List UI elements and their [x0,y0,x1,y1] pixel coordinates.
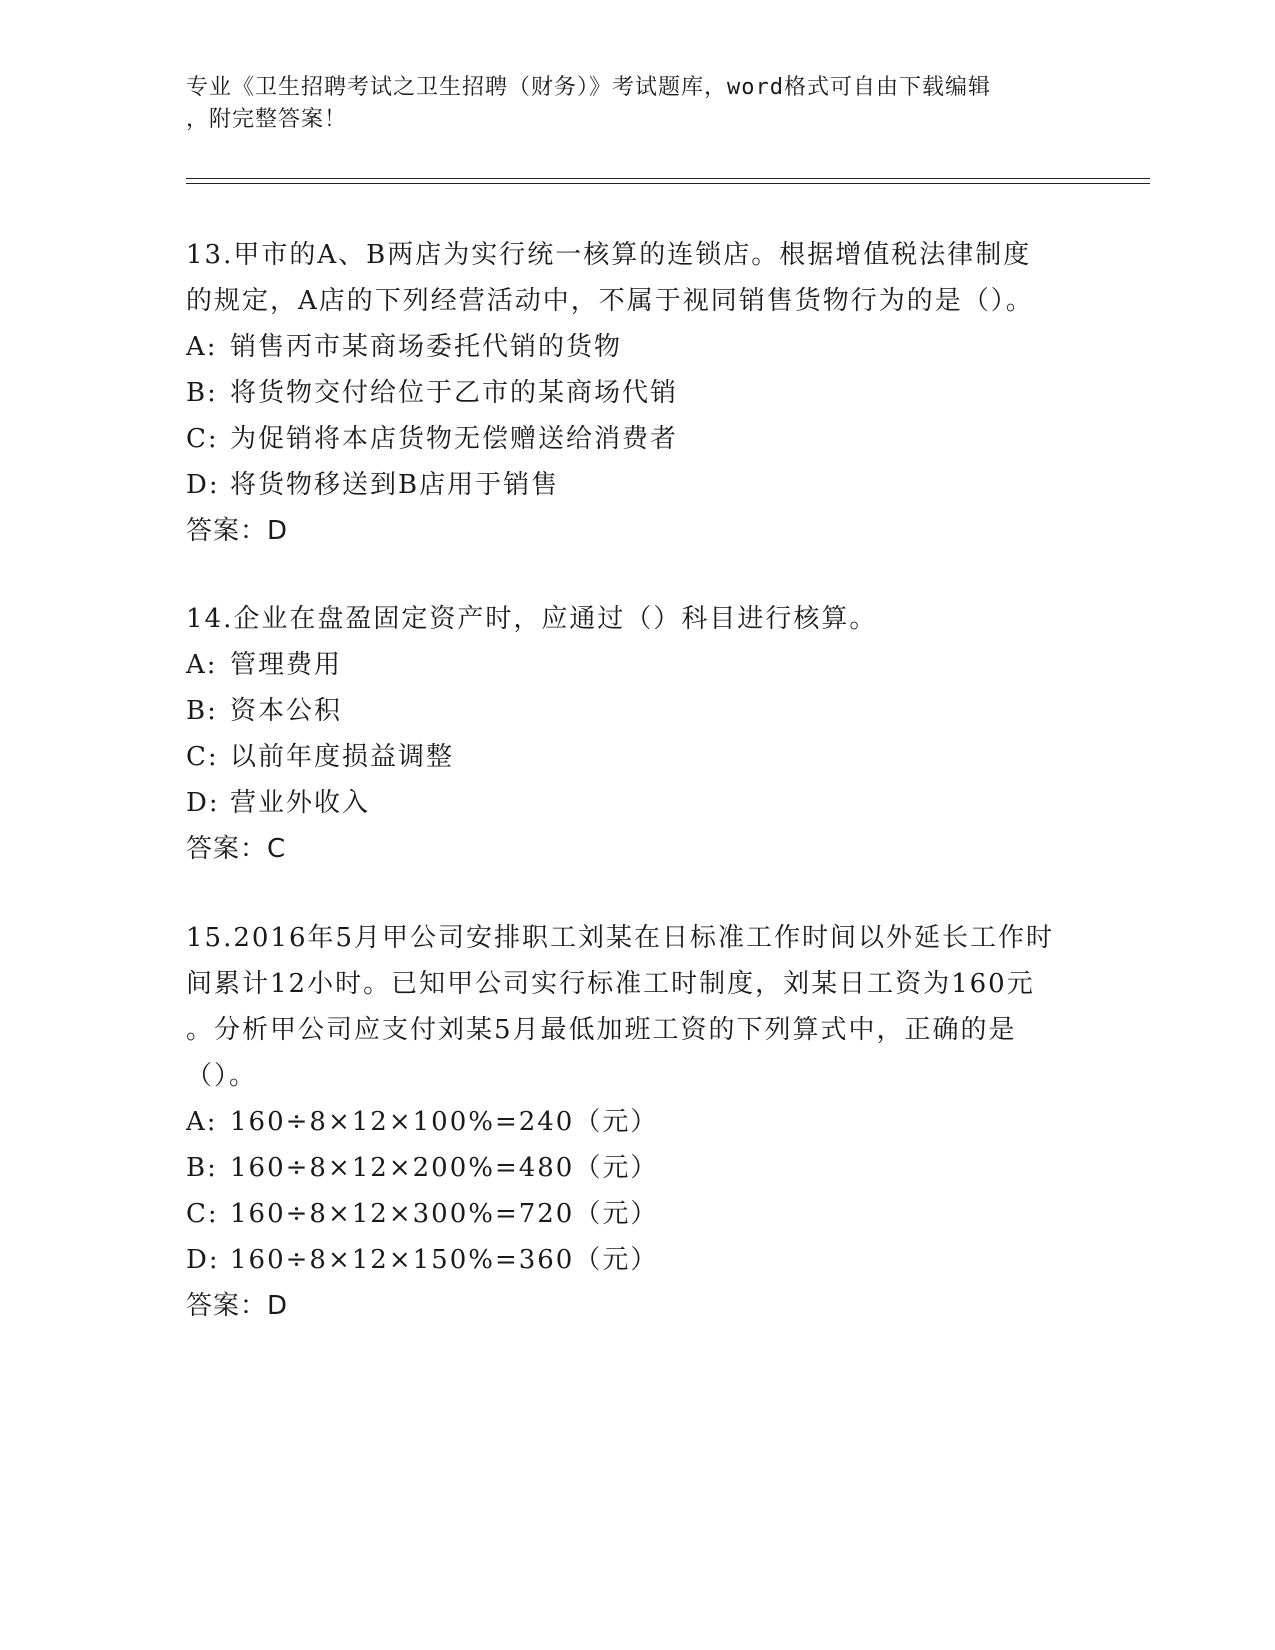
option-b [186,370,1086,416]
option-text: 160÷8×12×200%=480（元） [230,1153,659,1183]
option-c [186,416,1086,462]
option-key: A: [186,1107,218,1137]
option-c [186,734,1086,780]
option-key: D: [186,1245,220,1275]
option-d [186,780,1086,826]
option-key: B: [186,1153,218,1183]
question-stem-line: 15.2016年5月甲公司安排职工刘某在日标准工作时间以外延长工作时 [186,923,1055,953]
option-text: 160÷8×12×300%=720（元） [230,1199,659,1229]
answer-label: 答案：C [186,834,287,864]
document-header [186,72,1066,136]
option-text: 为促销将本店货物无偿赠送给消费者 [230,424,679,454]
option-text: 资本公积 [230,696,343,726]
option-c [186,1191,1086,1237]
question-stem-line: （）。 [186,1061,258,1091]
question-stem-line: 。分析甲公司应支付刘某5月最低加班工资的下列算式中，正确的是 [186,1015,1017,1045]
option-text: 以前年度损益调整 [230,742,455,772]
option-key: B: [186,378,218,408]
question-stem-line: 间累计12小时。已知甲公司实行标准工时制度，刘某日工资为160元 [186,969,1035,999]
option-a [186,642,1086,688]
option-b [186,688,1086,734]
header-divider-bottom [186,183,1150,184]
option-text: 160÷8×12×150%=360（元） [230,1245,659,1275]
option-key: C: [186,424,219,454]
question-stem-line: 13.甲市的A、B两店为实行统一核算的连锁店。根据增值税法律制度 [186,240,1032,270]
option-d [186,462,1086,508]
option-key: D: [186,470,220,500]
question-14 [186,596,1086,872]
option-key: A: [186,650,218,680]
option-key: C: [186,742,219,772]
option-text: 将货物移送到B店用于销售 [230,470,560,500]
option-text: 管理费用 [230,650,343,680]
option-a [186,1099,1086,1145]
option-text: 160÷8×12×100%=240（元） [230,1107,659,1137]
option-d [186,1237,1086,1283]
question-13 [186,232,1086,554]
header-line-2: ，附完整答案！ [186,107,348,132]
option-text: 营业外收入 [230,788,371,818]
option-key: A: [186,332,218,362]
header-line-1: 专业《卫生招聘考试之卫生招聘（财务）》考试题库，word格式可自由下载编辑 [186,75,991,100]
answer-label: 答案：D [186,516,289,546]
option-key: B: [186,696,218,726]
question-stem-line: 14.企业在盘盈固定资产时，应通过（）科目进行核算。 [186,604,878,634]
option-text: 将货物交付给位于乙市的某商场代销 [230,378,679,408]
option-key: C: [186,1199,219,1229]
option-b [186,1145,1086,1191]
option-a [186,324,1086,370]
answer-label: 答案：D [186,1291,289,1321]
header-divider-top [186,178,1150,179]
option-text: 销售丙市某商场委托代销的货物 [230,332,623,362]
option-key: D: [186,788,220,818]
question-stem-line: 的规定，A店的下列经营活动中，不属于视同销售货物行为的是（）。 [186,286,1034,316]
question-15 [186,915,1086,1329]
